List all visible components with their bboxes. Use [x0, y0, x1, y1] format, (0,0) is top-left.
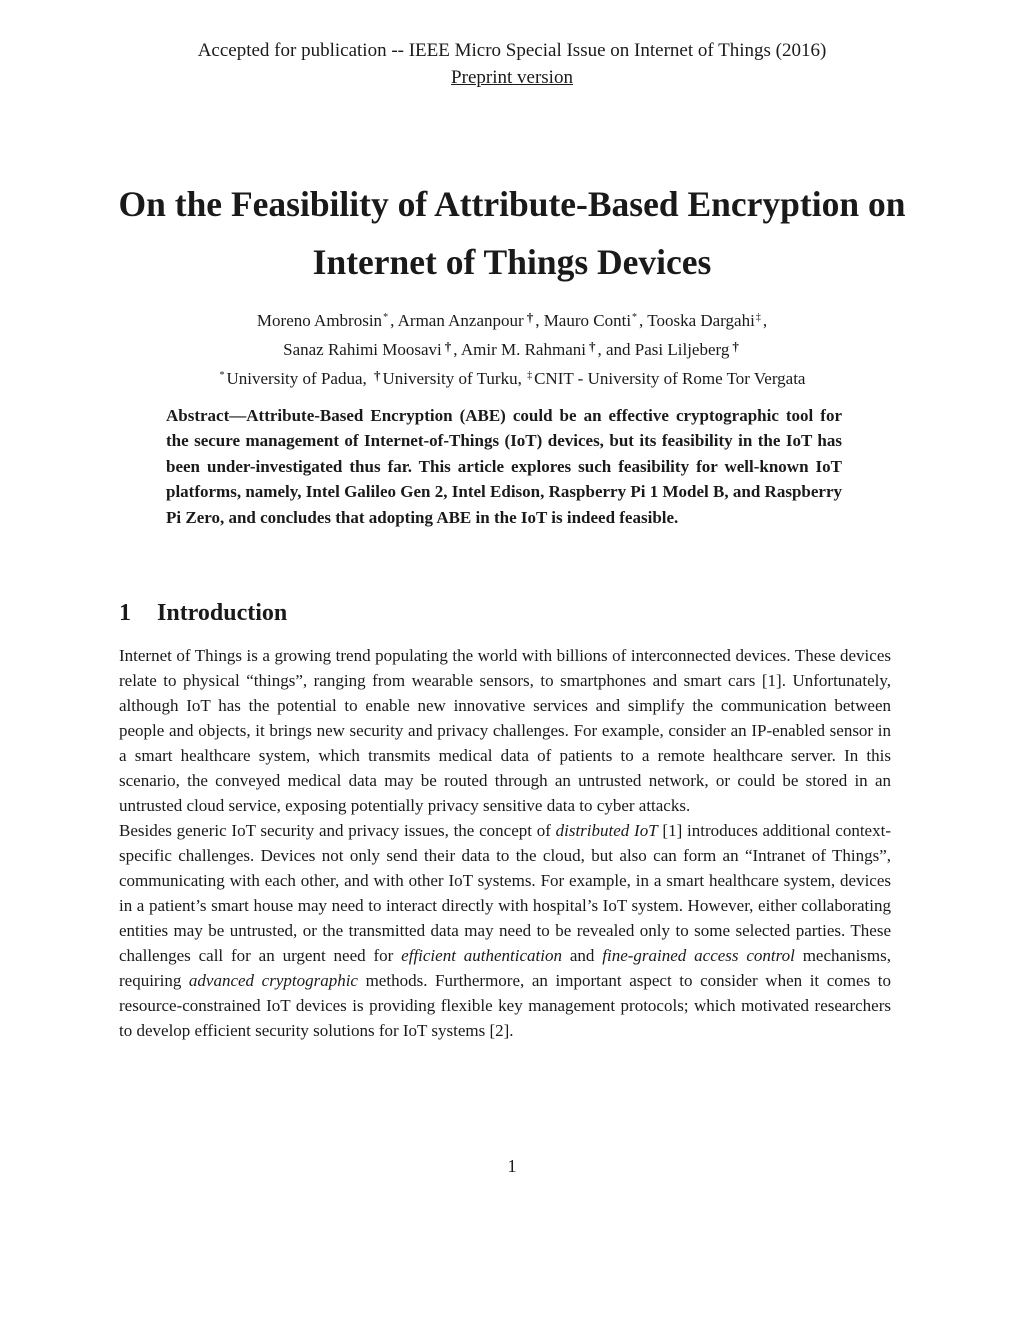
author-separator: ,: [453, 340, 461, 359]
author-name: Pasi Liljeberg: [634, 340, 730, 359]
author-block: [0, 305, 1024, 392]
author-name: Moreno Ambrosin: [256, 311, 383, 330]
text-run: mechanisms, requiring: [119, 946, 892, 990]
affiliation-mark: ‡: [527, 370, 533, 381]
affiliation-name: University of Turku,: [382, 369, 522, 388]
author-name: Mauro Conti: [543, 311, 632, 330]
author-separator: ,: [390, 311, 398, 330]
text-run: Besides generic IoT security and privacy issues, the concept of: [119, 821, 556, 840]
affiliation-line: [0, 363, 1024, 392]
emphasis: efficient authentication: [401, 946, 562, 965]
author-line-1: [0, 305, 1024, 334]
paper-title: [0, 175, 1024, 291]
author-separator: ,: [535, 311, 544, 330]
affiliation-name: University of Padua,: [226, 369, 367, 388]
author-separator: ,: [762, 311, 768, 330]
emphasis: fine-grained access control: [602, 946, 795, 965]
title-line-2: Internet of Things Devices: [312, 242, 712, 282]
affiliation-name: CNIT - University of Rome Tor Vergata: [534, 369, 806, 388]
author-mark: †: [732, 339, 739, 354]
author-mark: *: [383, 312, 389, 323]
author-separator: , and: [597, 340, 635, 359]
paragraph-1: Internet of Things is a growing trend populating the world with billions of interconnected devices. These devices relate to physical “things”, ranging from wearable sensors, to smartphones and smart cars [1]. Unfortunately, although IoT has the potential to enable new innovative services and simplify the communication between people and objects, it brings new security and privacy challenges. For example, consider an IP-enabled sensor in a smart healthcare system, which transmits medical data of patients to a remote healthcare server. In this scenario, the conveyed medical data may be routed through an untrusted network, or could be stored in an untrusted cloud service, exposing potentially privacy sensitive data to cyber attacks.: [119, 646, 891, 815]
title-line-1: On the Feasibility of Attribute-Based Encryption on: [118, 184, 906, 224]
section-heading: [119, 598, 287, 628]
section-number: 1: [119, 600, 131, 626]
text-run: methods. Furthermore, an important aspect to consider when it comes to resource-constrained IoT devices is providing flexible key management protocols; which motivated researchers to develop efficient security solutions for IoT systems [2].: [119, 971, 892, 1040]
body-text: [119, 643, 891, 1043]
author-name: Sanaz Rahimi Moosavi: [283, 340, 442, 359]
author-line-2: [0, 334, 1024, 363]
paragraph-2: [119, 818, 891, 1043]
page-number: 1: [507, 1156, 517, 1176]
running-header: Accepted for publication -- IEEE Micro Special Issue on Internet of Things (2016): [197, 40, 827, 61]
emphasis: distributed IoT: [555, 821, 658, 840]
section-title: Introduction: [157, 600, 288, 626]
text-run: [1] introduces additional context-specific challenges. Devices not only send their data to the cloud, but also can form an “Intranet of Things”, communicating with each other, and with other IoT systems. For example, in a smart healthcare system, devices in a patient’s smart house may need to interact directly with hospital’s IoT system. However, either collaborating entities may be untrusted, or the transmitted data may need to be revealed only to some selected parties. These challenges call for an urgent need for: [119, 821, 891, 965]
author-mark: †: [588, 339, 596, 354]
affiliation-mark: †: [374, 368, 381, 383]
author-name: Tooska Dargahi: [647, 311, 755, 330]
author-name: Amir M. Rahmani: [460, 340, 586, 359]
emphasis: advanced cryptographic: [188, 971, 358, 990]
abstract: Abstract—Attribute-Based Encryption (ABE) could be an effective cryptographic tool for the secure management of Internet-of-Things (IoT) devices, but its feasibility in the IoT has been under-investigated thus far. This article explores such feasibility for well-known IoT platforms, namely, Intel Galileo Gen 2, Intel Edison, Raspberry Pi 1 Model B, and Raspberry Pi Zero, and concludes that adopting ABE in the IoT is indeed feasible.: [166, 406, 842, 527]
text-run: and: [562, 946, 603, 965]
affiliation-mark: *: [219, 370, 225, 381]
author-mark: †: [526, 310, 534, 325]
author-name: Arman Anzanpour: [397, 311, 524, 330]
author-mark: *: [632, 312, 638, 323]
author-mark: ‡: [755, 312, 761, 323]
author-mark: †: [444, 339, 452, 354]
preprint-label: Preprint version: [451, 67, 573, 88]
author-separator: ,: [639, 311, 648, 330]
